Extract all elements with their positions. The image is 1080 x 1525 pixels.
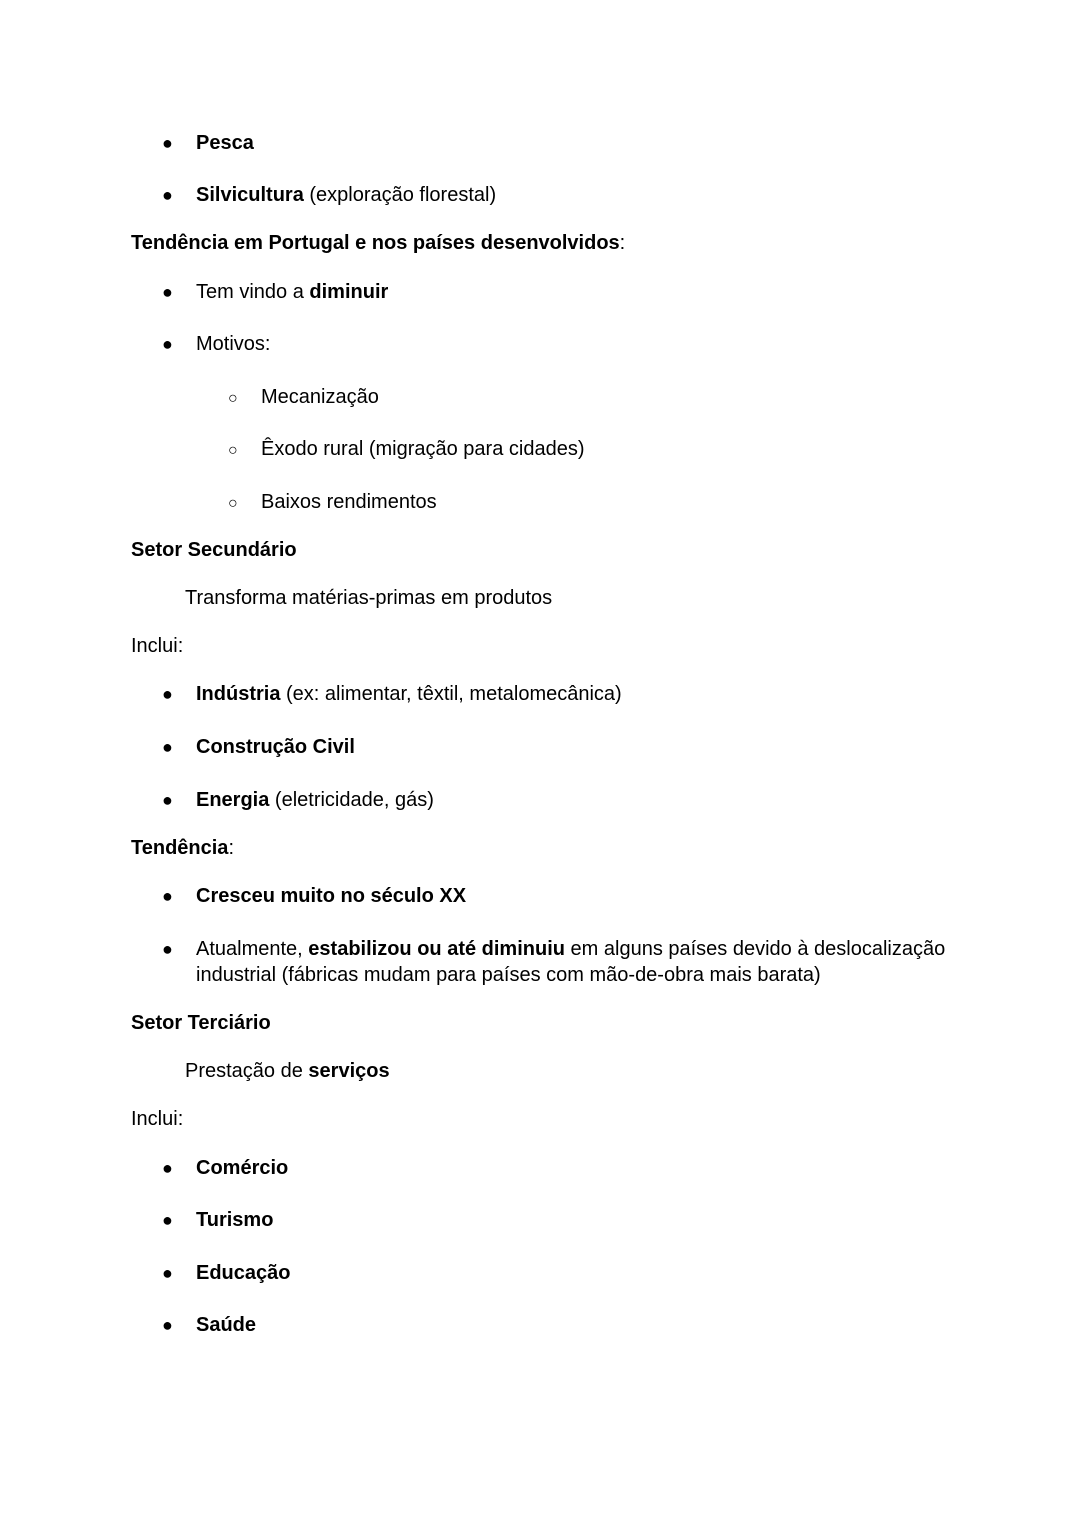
list-item-construcao-civil: ● Construção Civil [162, 736, 355, 758]
hollow-bullet-icon: ○ [228, 442, 238, 459]
trend-heading-secundario: Tendência: [131, 837, 234, 859]
list-item-saude: ● Saúde [162, 1314, 257, 1336]
section-description-terciario: Prestação de serviços [185, 1060, 390, 1082]
section-title-terciario: Setor Terciário [131, 1012, 271, 1034]
list-item-comercio: ● Comércio [162, 1157, 289, 1179]
list-item-turismo: ● Turismo [162, 1209, 274, 1231]
bullet-icon: ● [162, 133, 173, 153]
bullet-icon: ● [162, 790, 173, 810]
list-item-diminuir: ● Tem vindo a diminuir [162, 281, 389, 303]
section-description-secundario: Transforma matérias-primas em produtos [185, 587, 553, 609]
sub-list-item-mecanizacao: ○ Mecanização [228, 384, 379, 412]
sub-list-item-exodo-rural: ○ Êxodo rural (migração para cidades) [228, 436, 585, 464]
list-item-atualmente: Atualmente, estabilizou ou até diminuiu em alguns países devido à deslocalização industrial (fábricas mudam para países com mão-de-obra mais barata) [196, 938, 946, 986]
list-item-energia: ● Energia (eletricidade, gás) [162, 789, 434, 811]
list-item-silvicultura: ● Silvicultura (exploração florestal) [162, 184, 497, 206]
list-item-educacao: ● Educação [162, 1262, 291, 1284]
includes-label-secundario: Inclui: [131, 635, 184, 657]
list-item-industria: ● Indústria (ex: alimentar, têxtil, metalomecânica) [162, 683, 622, 705]
bullet-icon: ● [162, 684, 173, 704]
bullet-icon: ● [162, 1210, 173, 1230]
list-item-pesca: ● Pesca [162, 132, 254, 154]
bullet-icon: ● [162, 886, 173, 906]
section-title-secundario: Setor Secundário [131, 539, 297, 561]
bullet-icon: ● [162, 737, 173, 757]
bullet-icon: ● [162, 185, 173, 205]
list-item-motivos: ● Motivos: [162, 333, 271, 355]
bullet-icon: ● [162, 1315, 173, 1335]
bullet-icon: ● [162, 282, 173, 302]
bullet-icon: ● [162, 939, 173, 959]
bullet-icon: ● [162, 1263, 173, 1283]
list-item-cresceu: ● Cresceu muito no século XX [162, 885, 467, 907]
includes-label-terciario: Inclui: [131, 1108, 184, 1130]
bullet-icon: ● [162, 334, 173, 354]
hollow-bullet-icon: ○ [228, 390, 238, 407]
bullet-icon: ● [162, 1158, 173, 1178]
trend-heading-portugal: Tendência em Portugal e nos países desenvolvidos: [131, 232, 626, 254]
hollow-bullet-icon: ○ [228, 495, 238, 512]
sub-list-item-baixos-rendimentos: ○ Baixos rendimentos [228, 489, 437, 517]
